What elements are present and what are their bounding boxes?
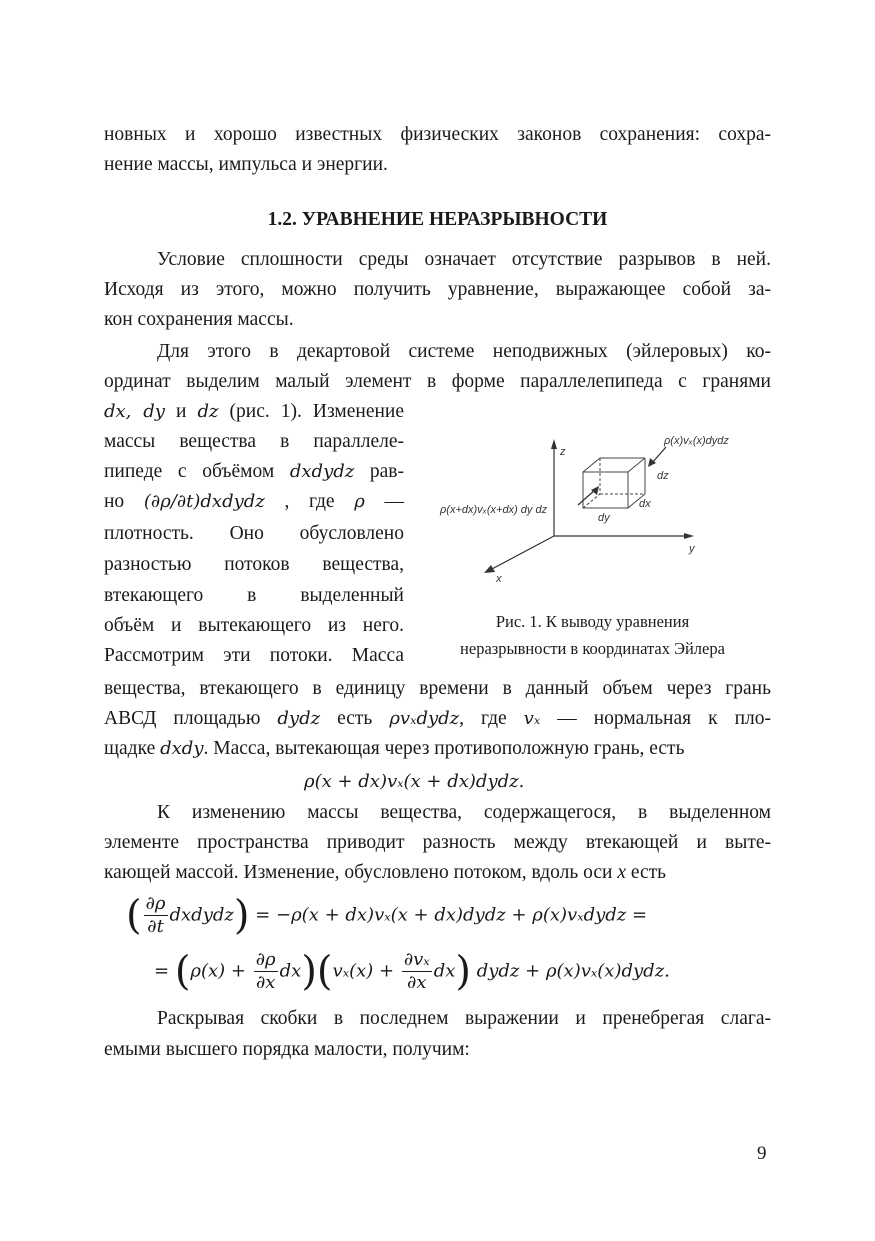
flux-in-label: ρ(x+dx)vₓ(x+dx) dy dz (440, 504, 548, 516)
math-inline: dxdy (160, 738, 204, 759)
math-inline: (∂ρ/∂t)dxdydz (143, 491, 265, 512)
text-line (104, 460, 404, 484)
text-fragment: , где (264, 491, 355, 512)
text-fragment: щадке (104, 738, 161, 759)
paren-close: ) (301, 948, 317, 995)
axis-x-label: x (496, 573, 502, 585)
text-line: ординат выделим малый элемент в форме параллелепипеда с гранями (104, 371, 771, 392)
text-line: объём и вытекающего из него. (104, 615, 404, 636)
eq-term: ρ(x) + (190, 960, 252, 982)
equation-2-line-2 (154, 949, 670, 994)
text-line: Условие сплошности среды означает отсутствие разрывов в ней. (157, 249, 771, 270)
text-fragment: . Масса, вытекающая через противоположную грань, есть (203, 738, 685, 759)
text-fragment: (рис. 1). Изменение (218, 401, 405, 422)
fraction (144, 893, 168, 938)
dim-dy-label: dy (598, 512, 610, 524)
text-line (104, 737, 684, 761)
text-fragment: x (617, 862, 626, 883)
text-line: емыми высшего порядка малости, получим: (104, 1039, 470, 1060)
text-line: кон сохранения массы. (104, 309, 294, 330)
text-line: новных и хорошо известных физических законов сохранения: сохра- (104, 124, 771, 145)
text-line: Рассмотрим эти потоки. Масса (104, 645, 404, 666)
parallelepiped (583, 458, 645, 508)
text-line: элементе пространства приводит разность между втекающей и выте- (104, 832, 771, 853)
text-line: нение массы, импульса и энергии. (104, 154, 388, 175)
math-inline: dz (197, 401, 219, 422)
text-fragment: — нормальная к пло- (540, 708, 771, 729)
section-heading: 1.2. УРАВНЕНИЕ НЕРАЗРЫВНОСТИ (267, 209, 608, 230)
text-line: Исходя из этого, можно получить уравнение, выражающее собой за- (104, 279, 771, 300)
eq-term: = (154, 960, 175, 982)
axis-z-label: z (560, 446, 566, 458)
paren-open: ( (316, 948, 333, 995)
axis-x-line (490, 536, 554, 570)
frac-num: ∂ρ (145, 893, 166, 914)
text-fragment: — (364, 491, 405, 512)
frac-num: ∂ρ (255, 949, 276, 970)
text-fragment: пипеде с объёмом (104, 461, 290, 482)
text-fragment: и (164, 401, 198, 422)
axis-y-arrow (684, 533, 694, 539)
axis-z-arrow (551, 439, 557, 449)
dim-dz-label: dz (657, 470, 669, 482)
figure-caption-line-2: неразрывности в координатах Эйлера (460, 639, 725, 658)
flux-out-label: ρ(x)vₓ(x)dydz (664, 435, 729, 447)
equation-2-line-1 (126, 893, 647, 938)
text-line: К изменению массы вещества, содержащегося, в выделенном (157, 802, 771, 823)
text-fragment: рав- (354, 461, 405, 482)
paren-close: ) (455, 948, 471, 995)
frac-den: ∂x (407, 972, 427, 993)
fraction (402, 949, 432, 994)
text-line: массы вещества в параллеле- (104, 431, 404, 452)
flux-arrow-top (652, 447, 666, 463)
math-inline: dydz (277, 708, 321, 729)
figure-caption-line-1: Рис. 1. К выводу уравнения (495, 612, 690, 631)
text-fragment: но (104, 491, 144, 512)
eq-term: dx (433, 960, 456, 982)
text-fragment: , где (459, 708, 524, 729)
text-line (104, 490, 404, 514)
eq-term: = −ρ(x + dx)vₓ(x + dx)dydz + ρ(x)vₓdydz = (255, 904, 648, 926)
text-fragment: есть (625, 862, 667, 883)
math-inline: vₓ (523, 708, 541, 729)
math-inline: dx, dy (104, 401, 165, 422)
axis-x-arrow (484, 565, 495, 573)
page-number: 9 (757, 1143, 767, 1164)
text-line: разностью потоков вещества, (104, 554, 404, 575)
text-fragment: АВСД площадью (104, 708, 278, 729)
fraction (254, 949, 278, 994)
text-line: вещества, втекающего в единицу времени в данный объем через грань (104, 678, 771, 699)
text-line (104, 861, 666, 885)
paren-close: ) (233, 892, 250, 939)
frac-den: ∂t (147, 916, 164, 937)
text-fragment: кающей массой. Изменение, обусловлено потоком, вдоль оси (104, 862, 618, 883)
text-line: Раскрывая скобки в последнем выражении и пренебрегая слага- (157, 1008, 771, 1029)
eq-term: dydz + ρ(x)vₓ(x)dydz. (476, 960, 670, 982)
equation-1: ρ(x + dx)vₓ(x + dx)dydz. (304, 771, 525, 792)
dim-dx-label: dx (639, 498, 651, 510)
math-inline: ρvₓdydz (389, 708, 460, 729)
paren-open: ( (174, 948, 191, 995)
frac-den: ∂x (255, 972, 276, 993)
frac-num: ∂vₓ (403, 949, 430, 970)
text-line: плотность. Оно обусловлено (104, 523, 404, 544)
eq-term: vₓ(x) + (332, 960, 400, 982)
figure-1 (438, 425, 768, 595)
text-fragment: есть (320, 708, 390, 729)
text-line (104, 400, 404, 424)
eq-term: dx (279, 960, 302, 982)
paren-open: ( (126, 892, 142, 939)
text-line: втекающего в выделенный (104, 585, 404, 606)
text-line (104, 707, 771, 731)
eq-term: dxdydz (169, 904, 234, 926)
math-inline: dxdydz (289, 461, 355, 482)
text-line: Для этого в декартовой системе неподвижных (эйлеровых) ко- (157, 341, 771, 362)
flux-arrow-left (578, 490, 595, 505)
math-inline: ρ (354, 491, 365, 512)
axis-y-label: y (689, 543, 695, 555)
flux-arrowhead-left (591, 486, 599, 495)
